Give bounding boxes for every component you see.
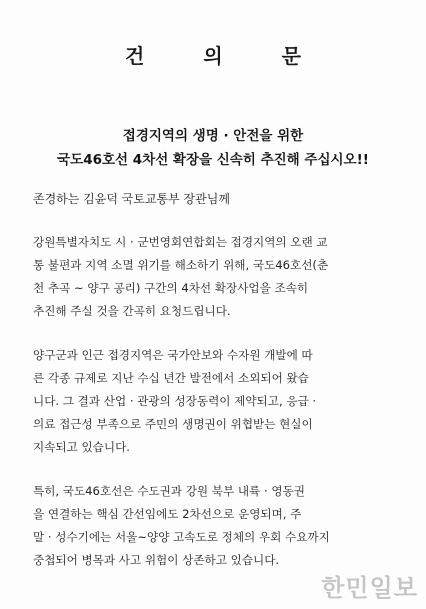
paragraph-line: 지속되고 있습니다. xyxy=(33,440,130,454)
paragraph-line: 을 연결하는 핵심 간선임에도 2차선으로 운영되며, 주 xyxy=(33,507,302,521)
paragraph-2 xyxy=(33,344,398,459)
paragraph-3 xyxy=(33,480,398,572)
paragraph-line: 니다. 그 결과 산업 · 관광의 성장동력이 제약되고, 응급 · xyxy=(33,394,317,408)
salutation: 존경하는 김윤덕 국토교통부 장관님께 xyxy=(33,192,230,206)
paragraph-line: 강원특별자치도 시 · 군번영회연합회는 접경지역의 오랜 교 xyxy=(33,235,328,249)
paragraph-line: 말 · 성수기에는 서울~양양 고속도로 정체의 우회 수요까지 xyxy=(33,530,330,544)
paragraph-line: 통 불편과 지역 소멸 위기를 해소하기 위해, 국도46호선(춘 xyxy=(33,258,329,272)
headline-line-2: 국도46호선 4차선 확장을 신속히 추진해 주십시오!! xyxy=(57,152,369,168)
paragraph-line: 의료 접근성 부족으로 주민의 생명권이 위협받는 현실이 xyxy=(33,417,313,431)
watermark-logo: 한민일보 xyxy=(321,574,418,602)
paragraph-line: 른 각종 규제로 지난 수십 년간 발전에서 소외되어 왔습 xyxy=(33,371,309,385)
paragraph-line: 특히, 국도46호선은 수도권과 강원 북부 내륙 · 영동권 xyxy=(33,484,305,498)
paragraph-line: 천 추곡 ~ 양구 공리) 구간의 4차선 확장사업을 조속히 xyxy=(33,281,309,295)
paragraph-1 xyxy=(33,231,398,323)
paragraph-line: 추진해 주실 것을 간곡히 요청드립니다. xyxy=(33,304,231,318)
paragraph-line: 중첩되어 병목과 사고 위험이 상존하고 있습니다. xyxy=(33,553,280,567)
document-title: 건 의 문 xyxy=(125,44,327,68)
paragraph-line: 양구군과 인근 접경지역은 국가안보와 수자원 개발에 따 xyxy=(33,348,313,362)
headline-line-1: 접경지역의 생명 · 안전을 위한 xyxy=(122,128,304,144)
